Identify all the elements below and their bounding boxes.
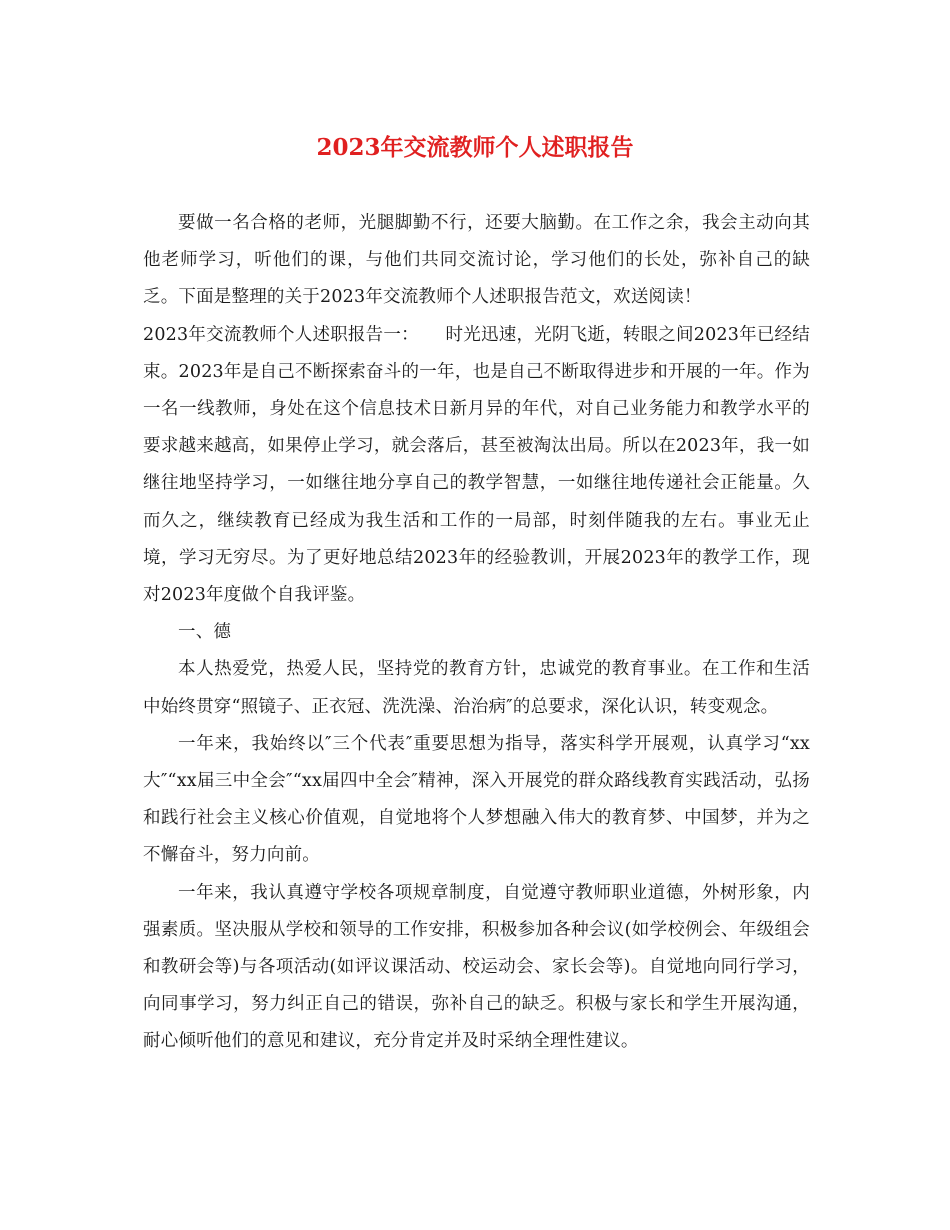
paragraph-three-represents: 一年来，我始终以″三个代表″重要思想为指导，落实科学开展观，认真学习“xx大″“xx届三中全会″“xx届四中全会″精神，深入开展党的群众路线教育实践活动，弘扬和践行社会主义核心价值观，自觉地将个人梦想融入伟大的教育梦、中国梦，并为之不懈奋斗，努力向前。 bbox=[143, 733, 810, 866]
paragraph-love-party: 本人热爱党，热爱人民，坚持党的教育方针，忠诚党的教育事业。在工作和生活中始终贯穿“照镜子、正衣冠、洗洗澡、治治病″的总要求，深化认识，转变观念。 bbox=[143, 659, 810, 717]
report-one-paragraph: 2023年交流教师个人述职报告一： 时光迅速，光阴飞逝，转眼之间2023年已经结束。2023年是自己不断探索奋斗的一年，也是自己不断取得进步和开展的一年。作为一名一线教师，身处在这个信息技术日新月异的年代，对自己业务能力和教学水平的要求越来越高，如果停止学习，就会落后，甚至被淘汰出局。所以在2023年，我一如继往地坚持学习，一如继往地分享自己的教学智慧，一如继往地传递社会正能量。久而久之，继续教育已经成为我生活和工作的一局部，时刻伴随我的左右。事业无止境，学习无穷尽。为了更好地总结2023年的经验教训，开展2023年的教学工作，现对2023年度做个自我评鉴。 bbox=[143, 324, 810, 606]
intro-paragraph: 要做一名合格的老师，光腿脚勤不行，还要大脑勤。在工作之余，我会主动向其他老师学习，听他们的课，与他们共同交流讨论，学习他们的长处，弥补自己的缺乏。下面是整理的关于2023年交流教师个人述职报告范文，欢送阅读！ bbox=[143, 213, 810, 308]
paragraph-school-rules: 一年来，我认真遵守学校各项规章制度，自觉遵守教师职业道德，外树形象，内强素质。坚决服从学校和领导的工作安排，积极参加各种会议(如学校例会、年级组会和教研会等)与各项活动(如评议课活动、校运动会、家长会等)。自觉地向同行学习，向同事学习，努力纠正自己的错误，弥补自己的缺乏。积极与家长和学生开展沟通，耐心倾听他们的意见和建议，充分肯定并及时采纳全理性建议。 bbox=[143, 882, 810, 1052]
page-title: 2023年交流教师个人述职报告 bbox=[316, 134, 634, 161]
document-body bbox=[143, 205, 810, 1061]
section-heading: 一、德 bbox=[178, 622, 232, 643]
